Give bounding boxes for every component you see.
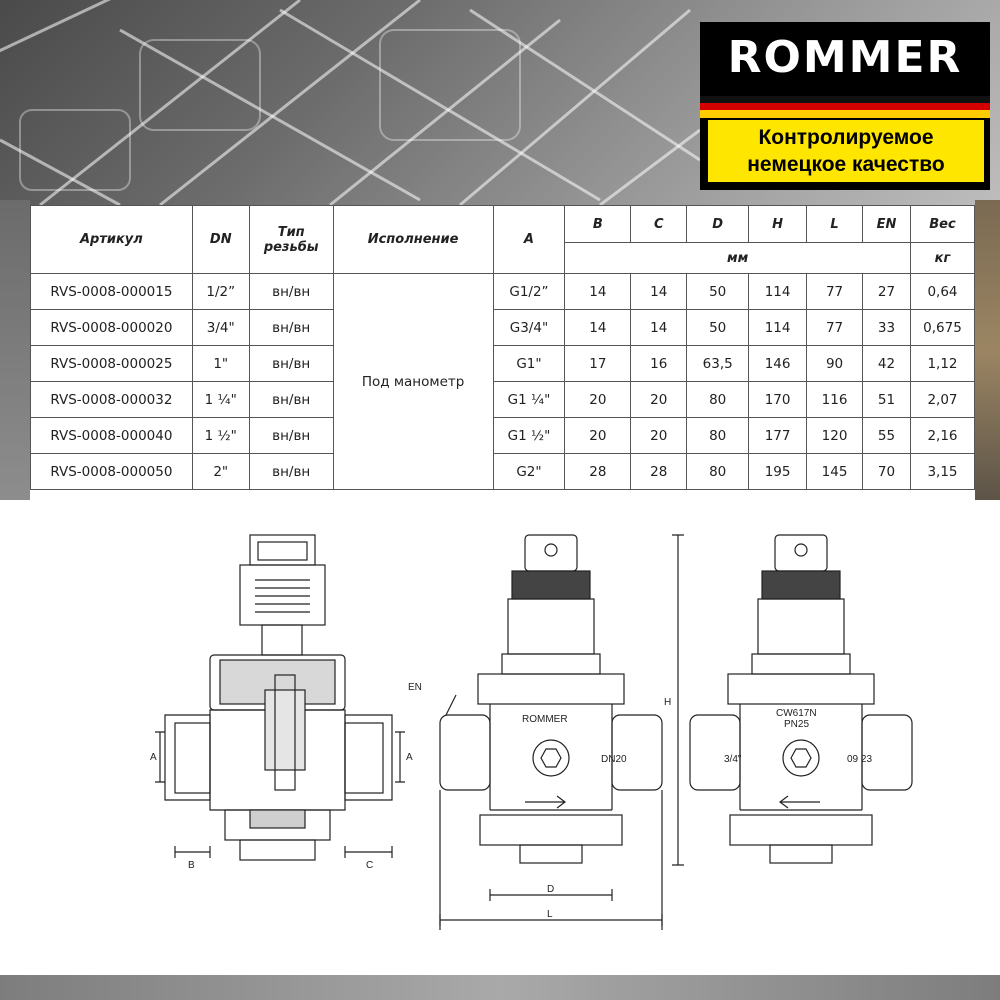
specs-table-wrapper — [30, 205, 975, 490]
header-unit-kg: кг — [910, 243, 974, 274]
cell-thread: вн/вн — [249, 346, 333, 382]
header-dn: DN — [192, 206, 249, 274]
header-d: D — [687, 206, 749, 243]
cell-thread: вн/вн — [249, 310, 333, 346]
cell-c: 20 — [631, 382, 687, 418]
cell-article: RVS-0008-000025 — [31, 346, 193, 382]
cell-en: 51 — [863, 382, 911, 418]
cell-en: 33 — [863, 310, 911, 346]
dim-label-h: H — [664, 697, 672, 708]
table-row — [31, 274, 975, 310]
cell-thread: вн/вн — [249, 418, 333, 454]
cell-l: 77 — [807, 274, 863, 310]
section-view-drawing — [155, 535, 405, 860]
cell-b: 20 — [565, 382, 631, 418]
cell-b: 20 — [565, 418, 631, 454]
dim-label-a-right: A — [406, 752, 413, 763]
cell-thread: вн/вн — [249, 454, 333, 490]
header-h: H — [749, 206, 807, 243]
table-row — [31, 382, 975, 418]
cell-d: 80 — [687, 382, 749, 418]
cell-weight: 1,12 — [910, 346, 974, 382]
cell-l: 145 — [807, 454, 863, 490]
table-row — [31, 454, 975, 490]
cell-article: RVS-0008-000015 — [31, 274, 193, 310]
dim-label-c: C — [366, 860, 374, 871]
cell-en: 55 — [863, 418, 911, 454]
cell-article: RVS-0008-000020 — [31, 310, 193, 346]
table-row — [31, 310, 975, 346]
cell-dn: 2" — [192, 454, 249, 490]
cell-dn: 3/4" — [192, 310, 249, 346]
cell-c: 28 — [631, 454, 687, 490]
cell-a: G1/2” — [493, 274, 565, 310]
cell-h: 177 — [749, 418, 807, 454]
cell-weight: 2,07 — [910, 382, 974, 418]
brand-logo: ROMMER — [727, 32, 963, 83]
header-weight: Вес — [910, 206, 974, 243]
tagline-line-2: немецкое качество — [747, 153, 945, 176]
cell-b: 14 — [565, 274, 631, 310]
cell-h: 114 — [749, 274, 807, 310]
brand-tagline — [708, 120, 984, 182]
background-right-valve-photo — [975, 200, 1000, 500]
cell-a: G1 ¼" — [493, 382, 565, 418]
header-unit-mm: мм — [565, 243, 911, 274]
back-date-marking: 09 23 — [847, 754, 873, 765]
cell-article: RVS-0008-000050 — [31, 454, 193, 490]
dim-label-a-left: A — [150, 752, 157, 763]
tagline-line-1: Контролируемое — [758, 126, 934, 149]
table-row — [31, 346, 975, 382]
cell-en: 27 — [863, 274, 911, 310]
back-view-drawing — [672, 535, 912, 865]
cell-b: 28 — [565, 454, 631, 490]
cell-article: RVS-0008-000032 — [31, 382, 193, 418]
cell-c: 20 — [631, 418, 687, 454]
dim-label-d: D — [547, 884, 555, 895]
cell-d: 50 — [687, 310, 749, 346]
cell-h: 195 — [749, 454, 807, 490]
dim-label-b: B — [188, 860, 195, 871]
header-b: B — [565, 206, 631, 243]
cell-dn: 1/2” — [192, 274, 249, 310]
back-material-marking: CW617N — [776, 708, 817, 719]
cell-dn: 1" — [192, 346, 249, 382]
header-c: C — [631, 206, 687, 243]
technical-drawings — [0, 510, 1000, 975]
cell-article: RVS-0008-000040 — [31, 418, 193, 454]
cell-en: 70 — [863, 454, 911, 490]
cell-h: 146 — [749, 346, 807, 382]
cell-weight: 0,675 — [910, 310, 974, 346]
back-pn-marking: PN25 — [784, 719, 810, 730]
front-brand-marking: ROMMER — [522, 714, 568, 725]
cell-weight: 3,15 — [910, 454, 974, 490]
cell-c: 16 — [631, 346, 687, 382]
front-view-drawing — [440, 535, 662, 930]
table-row — [31, 418, 975, 454]
header-thread-type: Тип резьбы — [249, 206, 333, 274]
cell-a: G3/4" — [493, 310, 565, 346]
header-article: Артикул — [31, 206, 193, 274]
cell-l: 120 — [807, 418, 863, 454]
cell-a: G1" — [493, 346, 565, 382]
cell-weight: 2,16 — [910, 418, 974, 454]
german-flag — [700, 96, 990, 118]
cell-l: 116 — [807, 382, 863, 418]
specs-table — [30, 205, 975, 490]
front-dn-marking: DN20 — [601, 754, 627, 765]
header-execution: Исполнение — [333, 206, 493, 274]
dim-label-l: L — [547, 909, 553, 920]
cell-d: 80 — [687, 454, 749, 490]
background-bottom — [0, 975, 1000, 1000]
cell-h: 114 — [749, 310, 807, 346]
cell-execution: Под манометр — [333, 274, 493, 490]
cell-a: G2" — [493, 454, 565, 490]
dim-label-en: EN — [408, 682, 422, 693]
cell-h: 170 — [749, 382, 807, 418]
cell-weight: 0,64 — [910, 274, 974, 310]
cell-c: 14 — [631, 274, 687, 310]
cell-en: 42 — [863, 346, 911, 382]
cell-thread: вн/вн — [249, 274, 333, 310]
cell-l: 77 — [807, 310, 863, 346]
header-a: A — [493, 206, 565, 274]
background-left — [0, 200, 30, 500]
cell-dn: 1 ¼" — [192, 382, 249, 418]
cell-d: 63,5 — [687, 346, 749, 382]
cell-d: 80 — [687, 418, 749, 454]
cell-thread: вн/вн — [249, 382, 333, 418]
header-l: L — [807, 206, 863, 243]
cell-l: 90 — [807, 346, 863, 382]
cell-dn: 1 ½" — [192, 418, 249, 454]
back-size-marking: 3/4" — [724, 754, 742, 765]
cell-a: G1 ½" — [493, 418, 565, 454]
cell-b: 17 — [565, 346, 631, 382]
cell-d: 50 — [687, 274, 749, 310]
cell-b: 14 — [565, 310, 631, 346]
brand-block — [700, 22, 990, 190]
header-en: EN — [863, 206, 911, 243]
cell-c: 14 — [631, 310, 687, 346]
